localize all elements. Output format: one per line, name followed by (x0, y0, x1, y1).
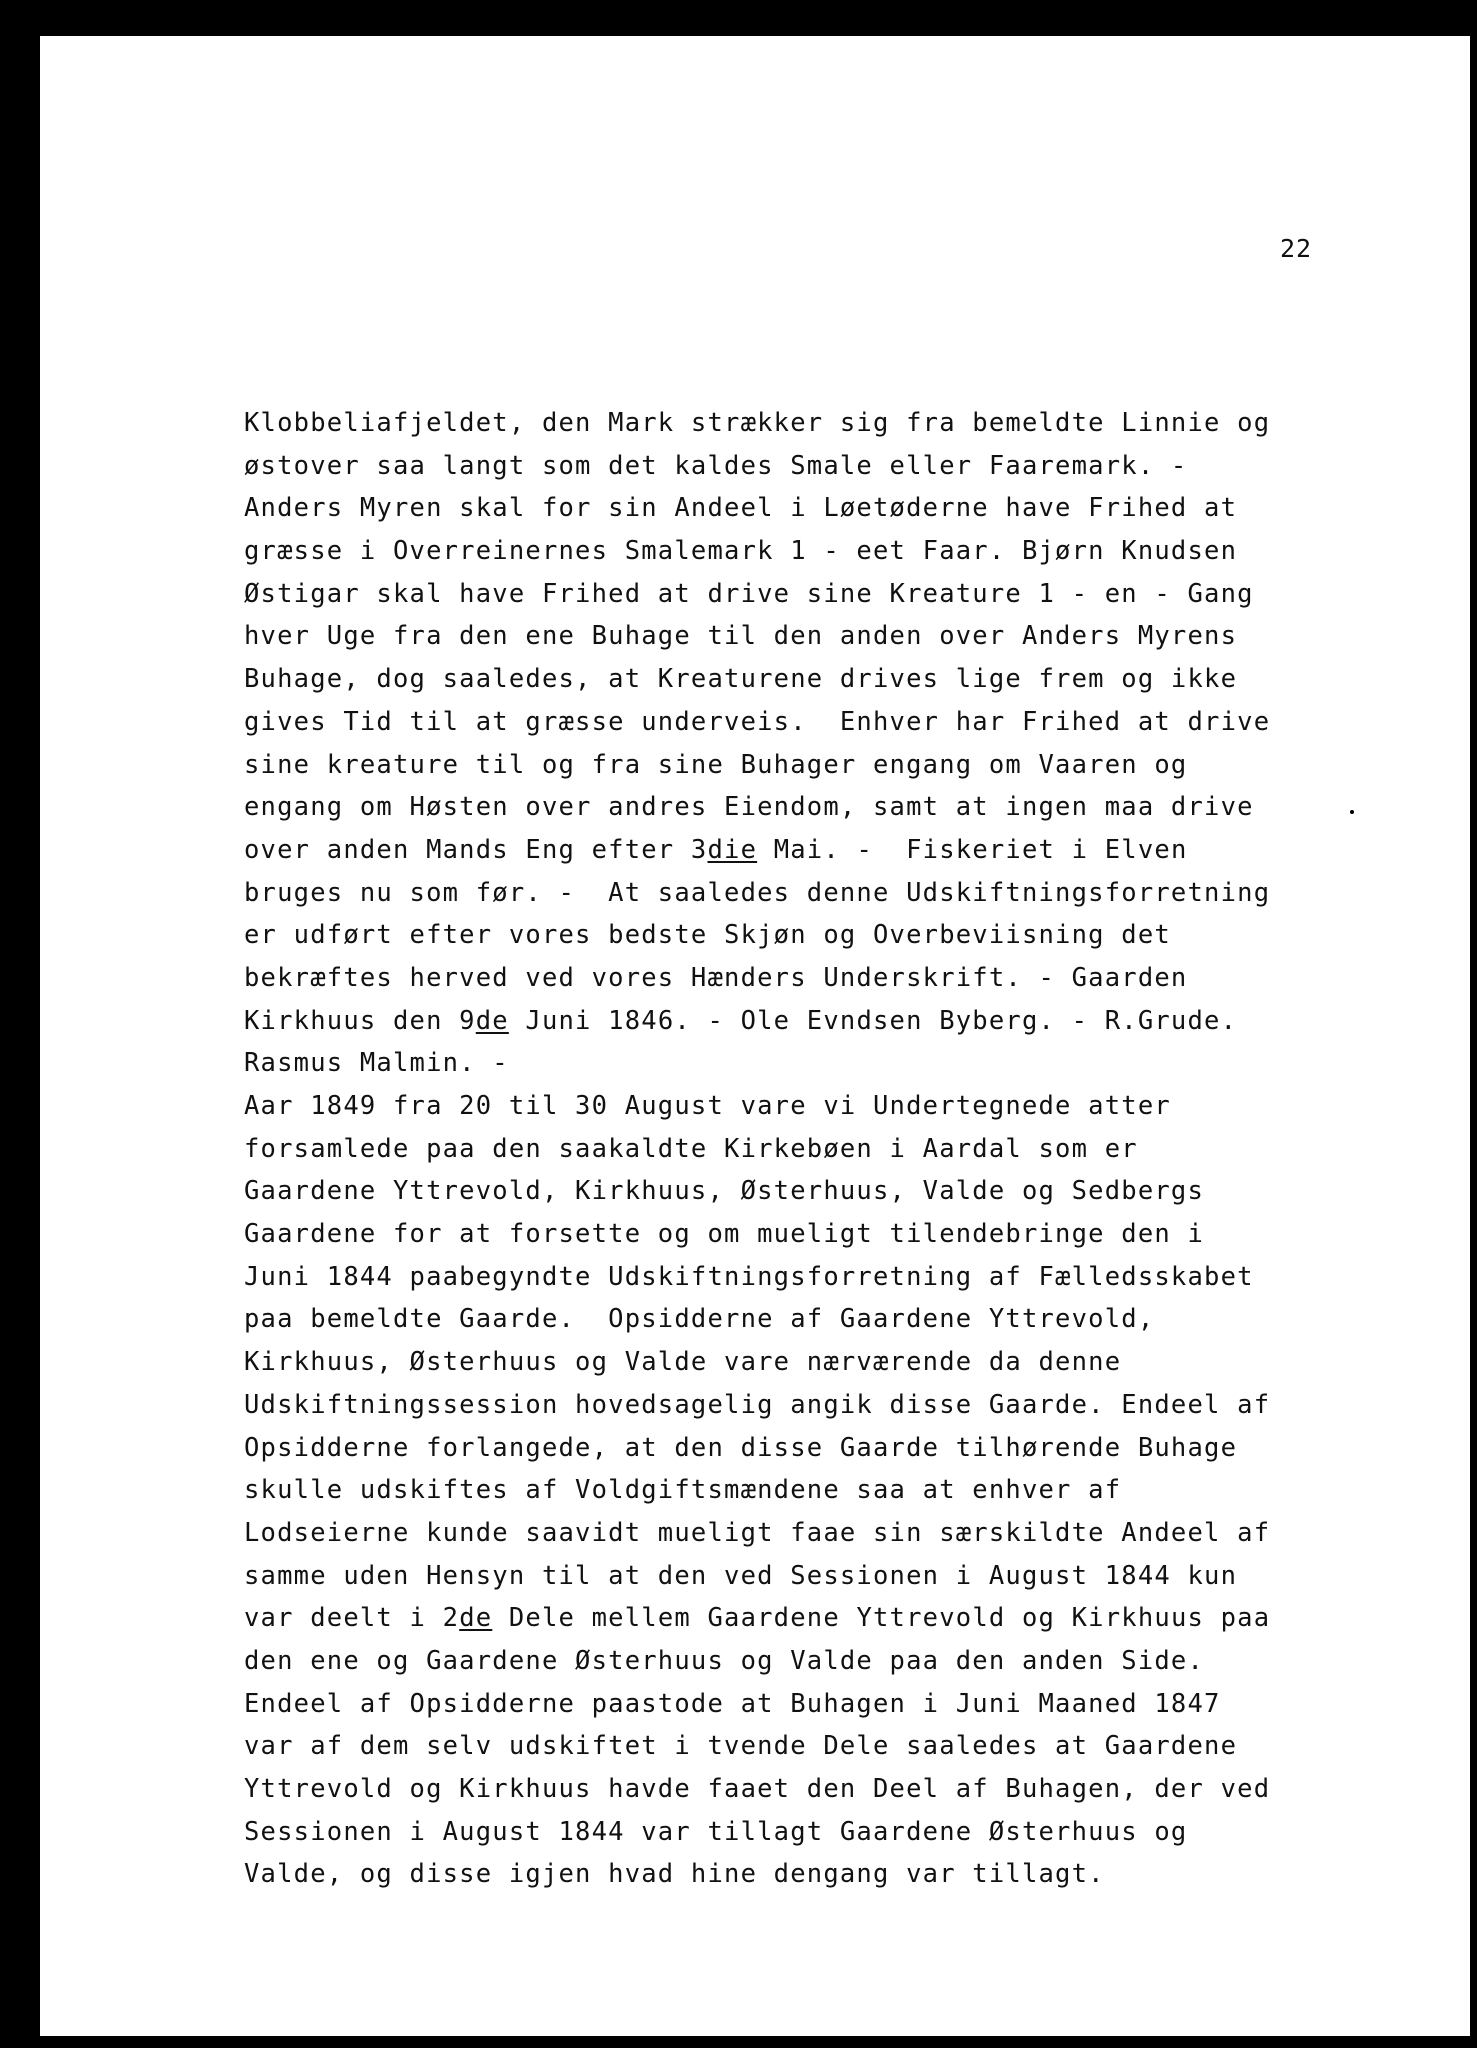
text-line (244, 1811, 1374, 1854)
body-text (244, 402, 1374, 1896)
text-line (244, 701, 1374, 744)
text-line (244, 1298, 1374, 1341)
line-text: Aar 1849 fra 20 til 30 August vare vi Undertegnede atter (244, 1091, 1171, 1121)
text-line (244, 744, 1374, 787)
text-line (244, 445, 1374, 488)
text-line (244, 1170, 1374, 1213)
line-text: Udskiftningssession hovedsagelig angik disse Gaarde. Endeel af (244, 1389, 1271, 1420)
line-text: Sessionen i August 1844 var tillagt Gaardene Østerhuus og (244, 1816, 1188, 1847)
scan-speck (1350, 810, 1354, 814)
line-text: Juni 1844 paabegyndte Udskiftningsforretning af Fælledsskabet (244, 1261, 1254, 1292)
text-line (244, 1640, 1374, 1683)
line-text: græsse i Overreinernes Smalemark 1 - eet Faar. Bjørn Knudsen (244, 536, 1238, 567)
line-text: Østigar skal have Frihed at drive sine Kreature 1 - en - Gang (244, 578, 1254, 609)
line-text: bruges nu som før. - At saaledes denne Udskiftningsforretning (244, 877, 1271, 908)
line-text: Lodseierne kunde saavidt mueligt faae sin særskildte Andeel af (244, 1517, 1271, 1548)
line-text: engang om Høsten over andres Eiendom, samt at ingen maa drive (244, 792, 1254, 823)
text-line (244, 1555, 1374, 1598)
line-text: Yttrevold og Kirkhuus havde faaet den Deel af Buhagen, der ved (244, 1774, 1271, 1804)
text-line (244, 1597, 1374, 1640)
line-text: Endeel af Opsidderne paastode at Buhagen i Juni Maaned 1847 (244, 1688, 1221, 1719)
line-text: gives Tid til at græsse underveis. Enhver har Frihed at drive (244, 706, 1271, 737)
text-line (244, 1683, 1374, 1726)
text-line (244, 957, 1374, 1000)
line-text: den ene og Gaardene Østerhuus og Valde paa den anden Side. (244, 1645, 1205, 1676)
line-text: Mai. - Fiskeriet i Elven (757, 834, 1188, 865)
text-line (244, 530, 1374, 573)
line-text: bekræftes herved ved vores Hænders Underskrift. - Gaarden (244, 962, 1188, 993)
line-text: over anden Mands Eng efter 3 (244, 834, 708, 865)
text-line (244, 615, 1374, 658)
line-text: samme uden Hensyn til at den ved Sessionen i August 1844 kun (244, 1560, 1238, 1591)
text-line (244, 872, 1374, 915)
line-text: forsamlede paa den saakaldte Kirkebøen i Aardal som er (244, 1133, 1138, 1164)
text-line (244, 1256, 1374, 1299)
text-line (244, 1427, 1374, 1470)
line-text: Anders Myren skal for sin Andeel i Løetøderne have Frihed at (244, 493, 1238, 524)
line-text: Rasmus Malmin. - (244, 1048, 509, 1079)
text-line (244, 914, 1374, 957)
line-text: hver Uge fra den ene Buhage til den anden over Anders Myrens (244, 621, 1238, 652)
line-text: paa bemeldte Gaarde. Opsidderne af Gaardene Yttrevold, (244, 1304, 1155, 1335)
line-text: Gaardene for at forsette og om mueligt tilendebringe den i (244, 1219, 1205, 1250)
line-text: Opsidderne forlangede, at den disse Gaarde tilhørende Buhage (244, 1432, 1238, 1463)
text-line (244, 402, 1374, 445)
page-number: 22 (1280, 234, 1313, 263)
line-text: skulle udskiftes af Voldgiftsmændene saa at enhver af (244, 1475, 1122, 1506)
line-text: Dele mellem Gaardene Yttrevold og Kirkhuus paa (492, 1603, 1271, 1634)
text-line (244, 1128, 1374, 1171)
line-text: sine kreature til og fra sine Buhager engang om Vaaren og (244, 749, 1188, 780)
underlined-ordinal: de (459, 1603, 493, 1634)
text-line (244, 786, 1374, 829)
text-line (244, 1341, 1374, 1384)
text-line (244, 487, 1374, 530)
text-line (244, 1000, 1374, 1043)
line-text: østover saa langt som det kaldes Smale eller Faaremark. - (244, 450, 1188, 481)
line-text: Buhage, dog saaledes, at Kreaturene drives lige frem og ikke (244, 664, 1238, 695)
text-line (244, 1213, 1374, 1256)
text-line (244, 1512, 1374, 1555)
text-line (244, 1853, 1374, 1896)
line-text: er udført efter vores bedste Skjøn og Overbeviisning det (244, 920, 1171, 951)
text-line (244, 1042, 1374, 1085)
line-text: Kirkhuus, Østerhuus og Valde vare nærværende da denne (244, 1347, 1122, 1378)
line-text: Gaardene Yttrevold, Kirkhuus, Østerhuus, Valde og Sedbergs (244, 1176, 1205, 1207)
line-text: Juni 1846. - Ole Evndsen Byberg. - R.Grude. (508, 1005, 1238, 1036)
text-line (244, 658, 1374, 701)
text-line (244, 1469, 1374, 1512)
line-text: var af dem selv udskiftet i tvende Dele saaledes at Gaardene (244, 1731, 1238, 1762)
line-text: Kirkhuus den 9 (244, 1005, 476, 1036)
text-line (244, 829, 1374, 872)
document-page (40, 36, 1470, 2036)
text-line (244, 1384, 1374, 1427)
text-line (244, 1725, 1374, 1768)
line-text: Klobbeliafjeldet, den Mark strækker sig fra bemeldte Linnie og (244, 408, 1271, 438)
text-line (244, 573, 1374, 616)
line-text: var deelt i 2 (244, 1603, 460, 1634)
line-text: Valde, og disse igjen hvad hine dengang var tillagt. (244, 1859, 1105, 1890)
underlined-ordinal: die (707, 834, 758, 865)
text-line (244, 1768, 1374, 1811)
underlined-ordinal: de (475, 1005, 509, 1036)
text-line (244, 1085, 1374, 1128)
